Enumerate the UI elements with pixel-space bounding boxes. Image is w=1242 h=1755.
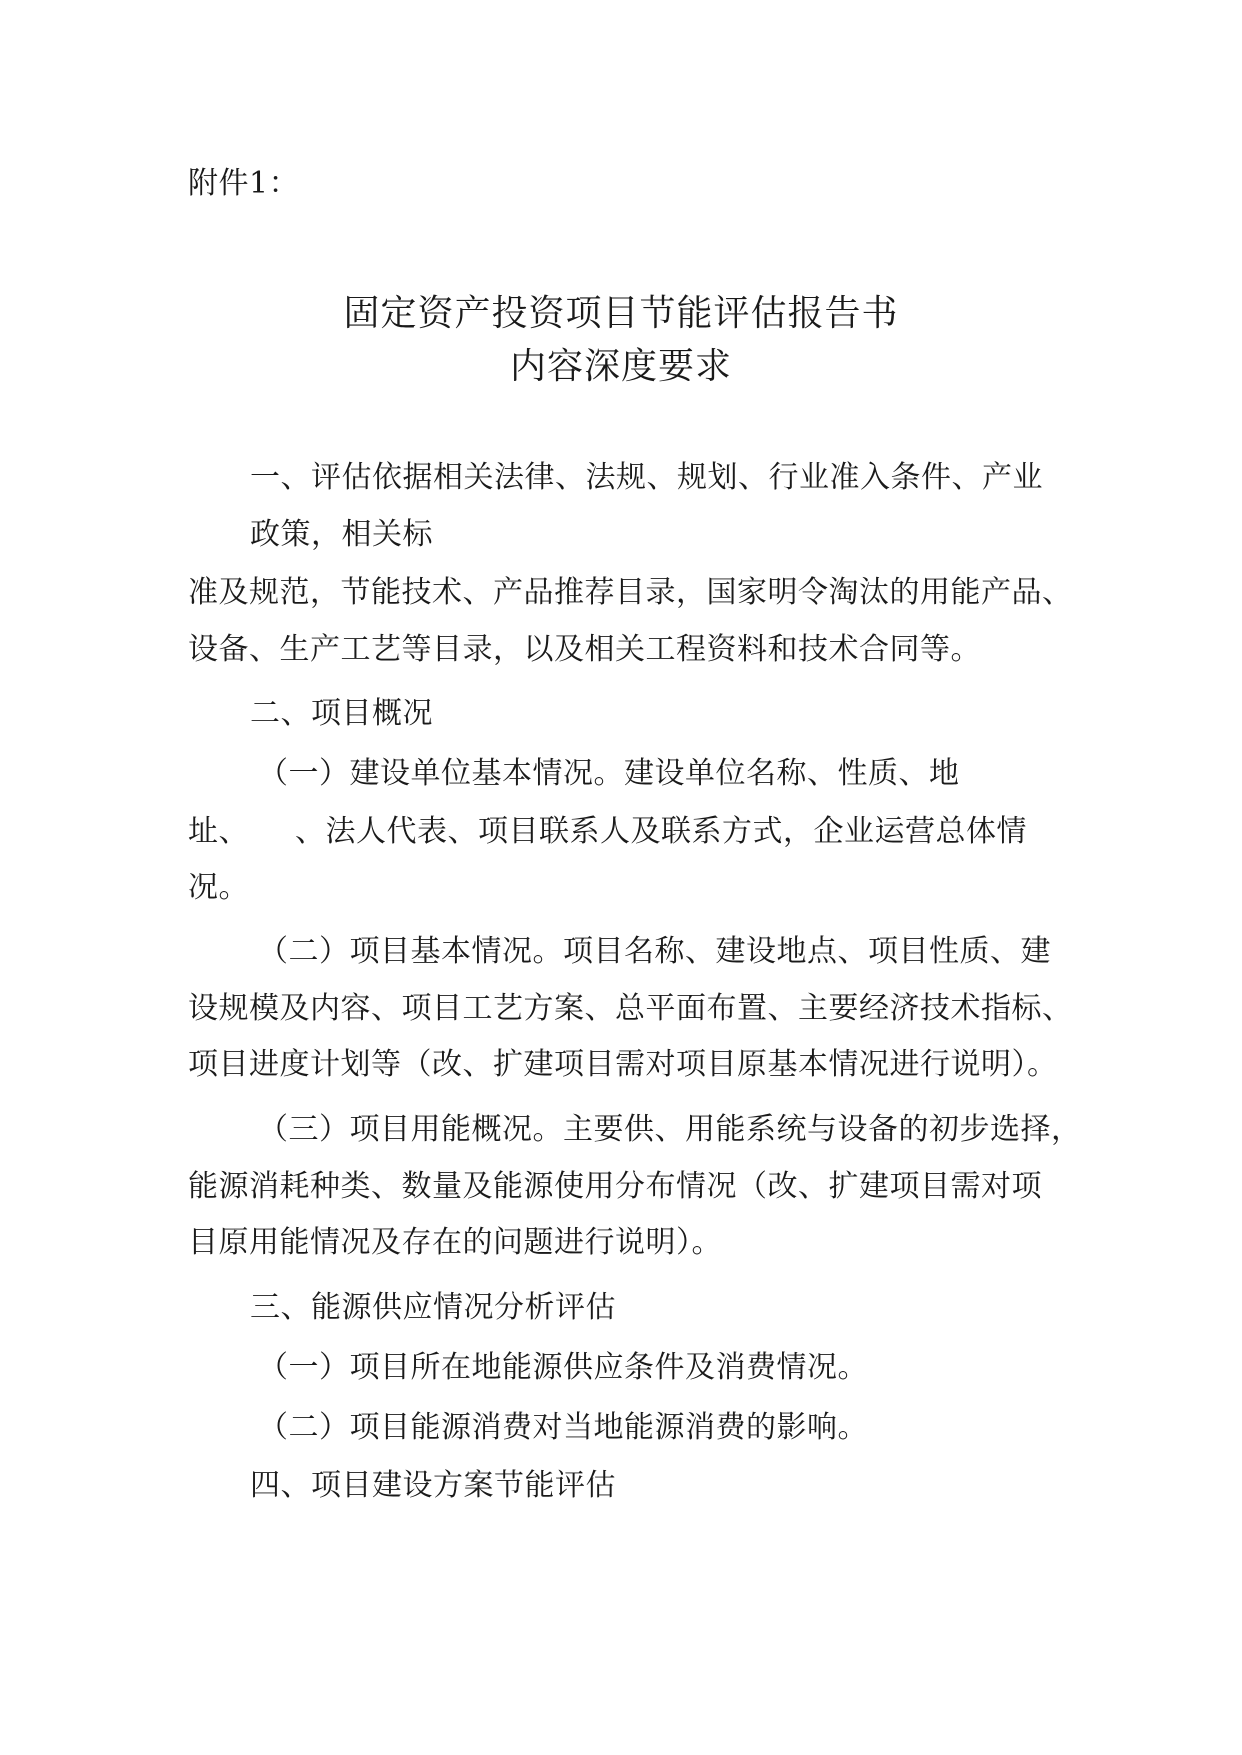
section-3-1-text-line: （一）项目所在地能源供应条件及消费情况。	[258, 1350, 868, 1385]
section-1-text-line: 设备、生产工艺等目录，以及相关工程资料和技术合同等。	[188, 632, 981, 667]
section-2-3-text-line: 目原用能情况及存在的问题进行说明）。	[188, 1225, 722, 1260]
section-3-heading: 三、能源供应情况分析评估	[250, 1290, 616, 1325]
section-2-3-text-line: （三）项目用能概况。主要供、用能系统与设备的初步选择，	[258, 1112, 1082, 1147]
section-2-heading: 二、项目概况	[250, 696, 433, 731]
section-1-heading: 一、评估依据相关法律、法规、规划、行业准入条件、产业	[250, 460, 1043, 495]
section-1-text-line: 政策，相关标	[250, 517, 433, 552]
section-2-3-text-line: 能源消耗种类、数量及能源使用分布情况（改、扩建项目需对项	[188, 1169, 1042, 1204]
section-2-2-text-line: 设规模及内容、项目工艺方案、总平面布置、主要经济技术指标、	[188, 991, 1073, 1026]
document-title-line-1: 固定资产投资项目节能评估报告书	[343, 293, 899, 334]
section-2-2-text-line: （二）项目基本情况。项目名称、建设地点、项目性质、建	[258, 934, 1051, 969]
section-2-1-text-line: 址、 、法人代表、项目联系人及联系方式，企业运营总体情	[188, 814, 1027, 849]
section-1-text-line: 准及规范，节能技术、产品推荐目录，国家明令淘汰的用能产品、	[188, 575, 1073, 610]
attachment-label: 附件1：	[188, 166, 300, 201]
document-title-line-2: 内容深度要求	[509, 346, 732, 387]
section-2-2-text-line: 项目进度计划等（改、扩建项目需对项目原基本情况进行说明）。	[188, 1047, 1058, 1082]
section-4-heading: 四、项目建设方案节能评估	[250, 1468, 616, 1503]
section-2-1-text-line: （一）建设单位基本情况。建设单位名称、性质、地	[258, 756, 960, 791]
section-2-1-text-line: 况。	[188, 870, 249, 905]
section-3-2-text-line: （二）项目能源消费对当地能源消费的影响。	[258, 1410, 868, 1445]
